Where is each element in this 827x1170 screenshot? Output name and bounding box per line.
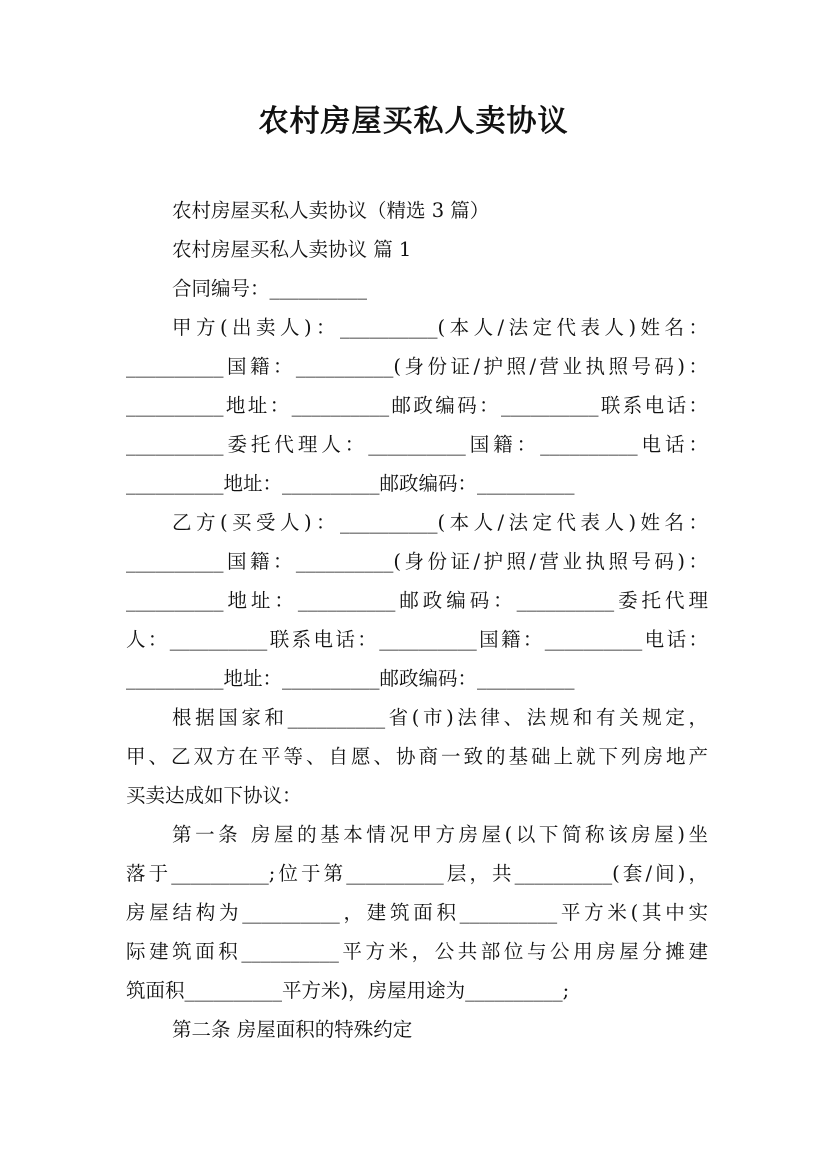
party-b-line: 乙方(买受人)：__________(本人/法定代表人)姓名： bbox=[172, 511, 708, 534]
party-a-line: __________委托代理人：__________国籍：__________电话： bbox=[126, 433, 708, 456]
article-1-line: 际建筑面积__________平方米，公共部位与公用房屋分摊建 bbox=[126, 940, 708, 963]
document-title: 农村房屋买私人卖协议 bbox=[258, 104, 569, 139]
party-b-line: __________地址：__________邮政编码：__________委托代理 bbox=[126, 589, 708, 612]
party-a-line: 甲方(出卖人)：__________(本人/法定代表人)姓名： bbox=[172, 316, 708, 339]
party-b-line: __________地址：__________邮政编码：__________ bbox=[126, 667, 575, 690]
party-a-line: __________地址：__________邮政编码：__________联系电话： bbox=[126, 394, 708, 417]
contract-number-line: 合同编号：__________ bbox=[172, 277, 368, 300]
party-b-line: __________国籍：__________(身份证/护照/营业执照号码)： bbox=[126, 550, 708, 573]
article-1-line: 第一条 房屋的基本情况甲方房屋(以下简称该房屋)坐 bbox=[172, 823, 708, 846]
article-1-line: 房屋结构为__________，建筑面积__________平方米(其中实 bbox=[126, 901, 708, 924]
preamble-line: 买卖达成如下协议： bbox=[126, 784, 302, 807]
subtitle-line: 农村房屋买私人卖协议（精选 3 篇） bbox=[172, 199, 490, 222]
preamble-line: 甲、乙双方在平等、自愿、协商一致的基础上就下列房地产 bbox=[126, 745, 708, 768]
party-a-line: __________地址：__________邮政编码：__________ bbox=[126, 472, 575, 495]
party-a-line: __________国籍：__________(身份证/护照/营业执照号码)： bbox=[126, 355, 708, 378]
section-heading: 农村房屋买私人卖协议 篇 1 bbox=[172, 238, 412, 261]
article-1-line: 筑面积__________平方米)，房屋用途为__________; bbox=[126, 979, 570, 1002]
party-b-line: 人：__________联系电话：__________国籍：__________电话： bbox=[126, 628, 708, 651]
article-2-heading: 第二条 房屋面积的特殊约定 bbox=[172, 1018, 413, 1041]
preamble-line: 根据国家和__________省(市)法律、法规和有关规定， bbox=[172, 706, 708, 729]
article-1-line: 落于__________;位于第__________层，共__________(套/间)， bbox=[126, 862, 708, 885]
